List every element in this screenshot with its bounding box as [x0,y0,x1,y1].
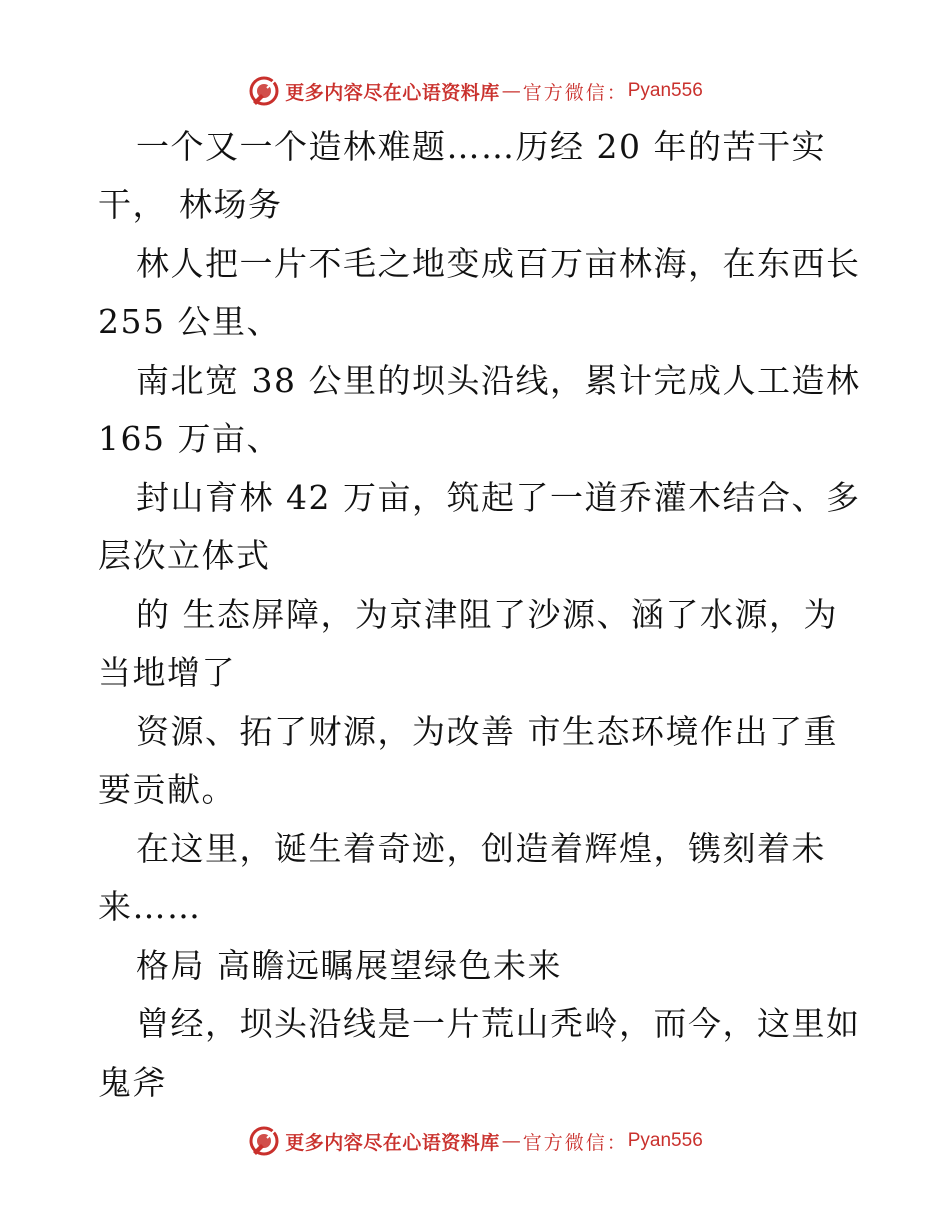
banner-wechat-label: 官方微信： [522,81,628,104]
text-line: 曾经，坝头沿线是一片荒山秃岭，而今，这里如 [136,1004,861,1043]
logo-pen-icon [247,1124,281,1158]
text-line: 的 生态屏障，为京津阻了沙源、涵了水源，为 [136,595,838,634]
text-line: 封山育林 42 万亩，筑起了一道乔灌木结合、多 [136,478,861,517]
banner-wechat-id: Pyan556 [627,80,703,101]
text-line: 层次立体式 [98,536,271,575]
logo-pen-icon [247,74,281,108]
text-line: 来…… [98,887,202,926]
text-line: 干， 林场务 [98,185,283,224]
footer-banner [0,1121,950,1161]
section-heading: 格局 高瞻远瞩展望绿色未来 [136,946,562,985]
text-line: 一个又一个造林难题……历经 20 年的苦干实 [136,127,826,166]
text-line: 165 万亩、 [98,419,281,458]
banner-main-text: 更多内容尽在心语资料库 [285,81,500,104]
banner-wechat-label: 官方微信： [522,1131,628,1154]
text-line: 南北宽 38 公里的坝头沿线，累计完成人工造林 [136,361,861,400]
text-line: 255 公里、 [98,302,281,341]
text-line: 鬼斧 [98,1063,167,1102]
text-line: 资源、拓了财源，为改善 市生态环境作出了重 [136,712,838,751]
banner-dash: — [501,80,521,102]
text-line: 林人把一片不毛之地变成百万亩林海，在东西长 [136,244,861,283]
banner-dash: — [501,1130,521,1152]
text-line: 当地增了 [98,653,236,692]
header-banner [0,71,950,111]
text-line: 要贡献。 [98,770,236,809]
banner-wechat-id: Pyan556 [627,1130,703,1151]
banner-main-text: 更多内容尽在心语资料库 [285,1131,500,1154]
text-line: 在这里，诞生着奇迹，创造着辉煌，镌刻着未 [136,829,826,868]
